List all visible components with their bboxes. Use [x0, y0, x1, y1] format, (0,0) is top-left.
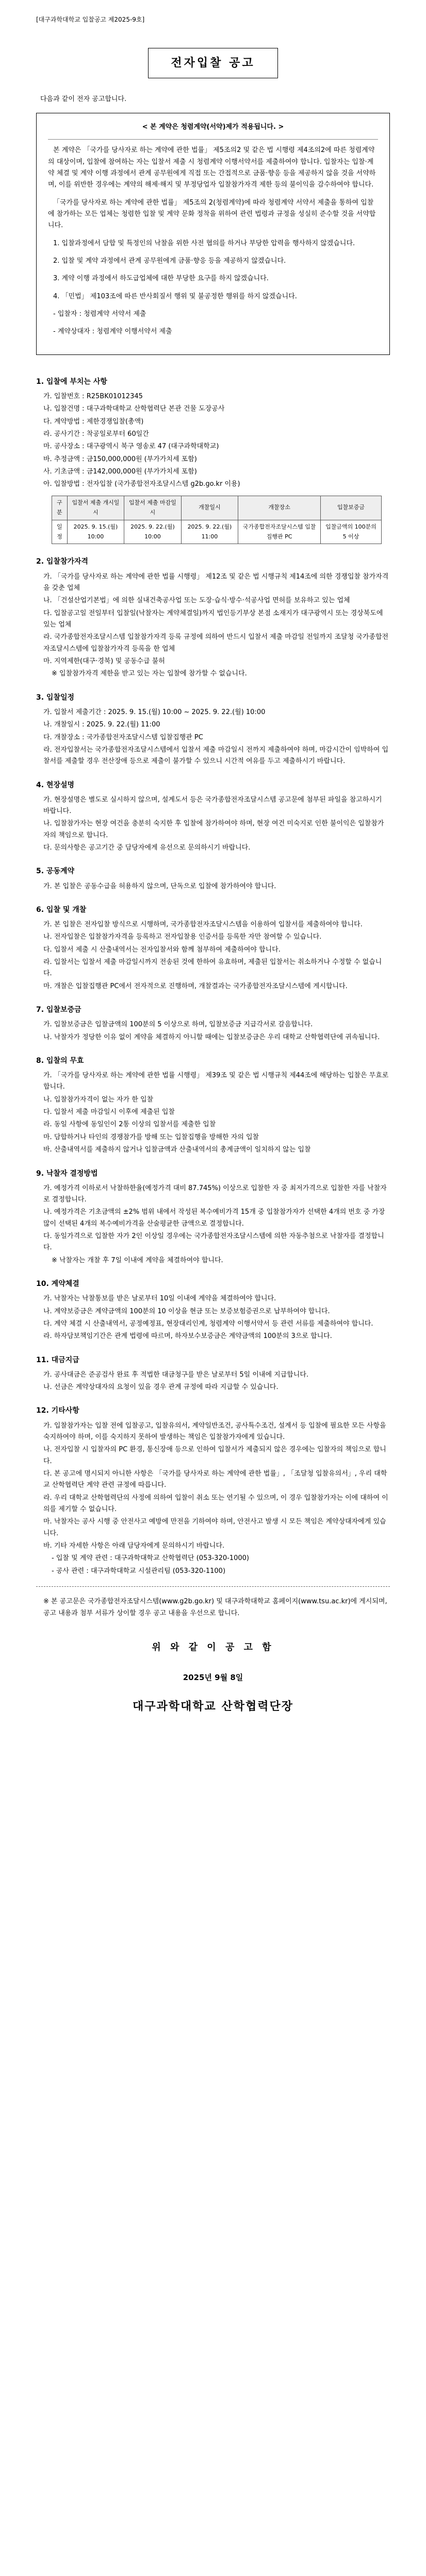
section-line: 다. 동일가격으로 입찰한 자가 2인 이상일 경우에는 국가종합전자조달시스템에 의한 자동추첨으로 낙찰자를 결정합니다. [43, 1232, 384, 1252]
divider [36, 1586, 390, 1587]
section-heading: 10. 계약체결 [36, 1280, 79, 1289]
section-heading: 9. 낙찰자 결정방법 [36, 1169, 98, 1178]
section-line: 마. 개찰은 입찰집행관 PC에서 전자적으로 진행하며, 개찰결과는 국가종합전자조달시스템에 게시합니다. [43, 982, 348, 990]
section-heading: 4. 현장설명 [36, 781, 75, 789]
table-header-cell: 입찰보증금 [321, 496, 382, 520]
notice-paragraph: 「국가를 당사자로 하는 계약에 관한 법률」 제5조의 2(청렴계약)에 따라 청렴계약 서약서 제출을 통하여 입찰에 참가하는 모든 업체는 청렴한 입찰 및 계약 문화 정착을 위하여 관련 법령과 규정을 성실히 준수할 것을 서약합니다. [48, 198, 376, 230]
issuing-organization: 대구과학대학교 산학협력단장 [133, 1700, 293, 1713]
section-line: - 공사 관련 : 대구과학대학교 시설관리팀 (053-320-1100) [52, 1567, 226, 1575]
section-line: 다. 계약 체결 시 산출내역서, 공정예정표, 현장대리인계, 청렴계약 이행서약서 등 관련 서류를 제출하여야 합니다. [43, 1319, 373, 1328]
table-header-cell: 개찰장소 [238, 496, 321, 520]
intro-text: 다음과 같이 전자 공고합니다. [40, 95, 127, 104]
section-line: 나. 입찰참가자격이 없는 자가 한 입찰 [43, 1095, 154, 1104]
section-line: 나. 「건설산업기본법」에 의한 실내건축공사업 또는 도장·습식·방수·석공사업 면허를 보유하고 있는 업체 [43, 597, 350, 605]
section-line: 가. 공사대금은 준공검사 완료 후 적법한 대금청구를 받은 날로부터 5일 이내에 지급합니다. [43, 1370, 309, 1379]
table-cell: 국가종합전자조달시스템 입찰집행관 PC [238, 520, 321, 544]
table-header-cell: 입찰서 제출 개시일시 [67, 496, 124, 520]
section-line: 가. 「국가를 당사자로 하는 계약에 관한 법률 시행령」 제39조 및 같은 법 시행규칙 제44조에 해당하는 입찰은 무효로 합니다. [43, 1072, 389, 1091]
section-line: 다. 문의사항은 공고기간 중 담당자에게 유선으로 문의하시기 바랍니다. [43, 844, 251, 852]
schedule-table [52, 496, 382, 545]
section-line: 마. 담합하거나 타인의 경쟁참가를 방해 또는 입찰집행을 방해한 자의 입찰 [43, 1133, 259, 1141]
notice-paragraph: 3. 계약 이행 과정에서 하도급업체에 대한 부당한 요구를 하지 않겠습니다. [53, 275, 269, 283]
table-header-cell: 구분 [52, 496, 68, 520]
section-line: 아. 입찰방법 : 전자입찰 (국가종합전자조달시스템 g2b.go.kr 이용) [43, 480, 240, 488]
section-line: ※ 낙찰자는 개찰 후 7일 이내에 계약을 체결하여야 합니다. [52, 1256, 223, 1264]
section-heading: 5. 공동계약 [36, 867, 75, 876]
section-line: 라. 하자담보책임기간은 관계 법령에 따르며, 하자보수보증금은 계약금액의 100분의 3으로 합니다. [43, 1332, 332, 1341]
table-cell: 2025. 9. 22.(월) 11:00 [181, 520, 238, 544]
section-line: 나. 입찰건명 : 대구과학대학교 산학협력단 본관 건물 도장공사 [43, 405, 225, 413]
notice-paragraph: 2. 입찰 및 계약 과정에서 관계 공무원에게 금품·향응 등을 제공하지 않겠습니다. [53, 257, 286, 265]
section-heading: 1. 입찰에 부치는 사항 [36, 377, 107, 386]
table-cell: 입찰금액의 100분의 5 이상 [321, 520, 382, 544]
notice-paragraph: - 계약상대자 : 청렴계약 이행서약서 제출 [53, 328, 172, 336]
table-cell: 2025. 9. 22.(월) 10:00 [124, 520, 181, 544]
section-line: 라. 공사기간 : 착공일로부터 60일간 [43, 430, 149, 438]
footer-note: ※ 본 공고문은 국가종합전자조달시스템(www.g2b.go.kr) 및 대구과학대학교 홈페이지(www.tsu.ac.kr)에 게시되며, 공고 내용과 첨부 서류가 상이할 경우 공고 내용을 우선으로 합니다. [43, 1598, 387, 1617]
table-header-row [52, 496, 382, 520]
section-line: 가. 예정가격 이하로서 낙찰하한율(예정가격 대비 87.745%) 이상으로 입찰한 자 중 최저가격으로 입찰한 자를 낙찰자로 결정합니다. [43, 1184, 387, 1204]
section-line: 나. 계약보증금은 계약금액의 100분의 10 이상을 현금 또는 보증보험증권으로 납부하여야 합니다. [43, 1307, 330, 1315]
section-line: 가. 낙찰자는 낙찰통보를 받은 날로부터 10일 이내에 계약을 체결하여야 합니다. [43, 1295, 276, 1303]
integrity-notice-body [48, 139, 378, 338]
section-heading: 6. 입찰 및 개찰 [36, 905, 87, 914]
section-line: 다. 입찰서 제출 시 산출내역서는 전자입찰서와 함께 첨부하여 제출하여야 합니다. [43, 945, 281, 954]
section-heading: 7. 입찰보증금 [36, 1006, 81, 1014]
table-header-cell: 개찰일시 [181, 496, 238, 520]
section-line: 다. 계약방법 : 제한경쟁입찰(총액) [43, 417, 144, 426]
section-line: 가. 입찰참가자는 입찰 전에 입찰공고, 입찰유의서, 계약일반조건, 공사특수조건, 설계서 등 입찰에 필요한 모든 사항을 숙지하여야 하며, 이를 숙지하지 못하여 발생하는 책임은 입찰참가자에게 있습니다. [43, 1421, 386, 1441]
table-cell: 2025. 9. 15.(월) 10:00 [67, 520, 124, 544]
integrity-notice-box [36, 113, 390, 355]
section-line: 라. 동일 사항에 동일인이 2통 이상의 입찰서를 제출한 입찰 [43, 1121, 216, 1129]
section-line: 가. 입찰보증금은 입찰금액의 100분의 5 이상으로 하며, 입찰보증금 지급각서로 갈음합니다. [43, 1021, 313, 1029]
section-line: 라. 입찰서는 입찰서 제출 마감일시까지 전송된 것에 한하여 유효하며, 제출된 입찰서는 취소하거나 수정할 수 없습니다. [43, 958, 382, 978]
section-line: 나. 개찰일시 : 2025. 9. 22.(월) 11:00 [43, 721, 160, 729]
notice-paragraph: - 입찰자 : 청렴계약 서약서 제출 [53, 310, 146, 318]
section-line: 나. 선금은 계약상대자의 요청이 있을 경우 관계 규정에 따라 지급할 수 있습니다. [43, 1383, 278, 1392]
section-line: 라. 전자입찰서는 국가종합전자조달시스템에서 입찰서 제출 마감일시 전까지 제출하여야 하며, 마감시간이 임박하여 입찰서를 제출할 경우 전산장애 등으로 제출이 불가할 수 있으니 시간적 여유를 두고 제출하시기 바랍니다. [43, 745, 389, 766]
section-line: 가. 본 입찰은 전자입찰 방식으로 시행하며, 국가종합전자조달시스템을 이용하여 입찰서를 제출하여야 합니다. [43, 921, 363, 928]
section-line: 가. 본 입찰은 공동수급을 허용하지 않으며, 단독으로 입찰에 참가하여야 합니다. [43, 882, 276, 890]
section-line: 다. 입찰공고일 전일부터 입찰일(낙찰자는 계약체결일)까지 법인등기부상 본점 소재지가 대구광역시 또는 경상북도에 있는 업체 [43, 609, 383, 629]
section-line: 마. 낙찰자는 공사 시행 중 안전사고 예방에 만전을 기하여야 하며, 안전사고 발생 시 모든 책임은 계약상대자에게 있습니다. [43, 1518, 386, 1537]
closing-phrase: 위 와 같 이 공 고 함 [152, 1641, 274, 1653]
announcement-date: 2025년 9월 8일 [183, 1672, 243, 1682]
section-heading: 11. 대금지급 [36, 1355, 79, 1364]
section-heading: 8. 입찰의 무효 [36, 1056, 84, 1065]
section-heading: 12. 기타사항 [36, 1406, 79, 1415]
table-row [52, 520, 382, 544]
section-line: ※ 입찰참가자격 제한을 받고 있는 자는 입찰에 참가할 수 없습니다. [52, 670, 247, 678]
section-line: 마. 공사장소 : 대구광역시 북구 영송로 47 (대구과학대학교) [43, 443, 219, 451]
announcement-sections [36, 376, 390, 1577]
section-line: 나. 전자입찰은 입찰참가자격을 등록하고 전자입찰용 인증서를 등록한 자만 참여할 수 있습니다. [43, 933, 322, 941]
section-line: 가. 입찰번호 : R25BK01012345 [43, 392, 143, 400]
section-line: 마. 지역제한(대구·경북) 및 공동수급 불허 [43, 657, 165, 666]
section-line: 바. 산출내역서를 제출하지 않거나 입찰금액과 산출내역서의 총계금액이 일치하지 않는 입찰 [43, 1146, 311, 1154]
notice-paragraph: 본 계약은 「국가를 당사자로 하는 계약에 관한 법률」 제5조의2 및 같은 법 시행령 제4조의2에 따른 청렴계약의 대상이며, 입찰에 참여하는 자는 입찰서 제출 시 청렴계약 이행서약서를 제출하여야 합니다. 입찰자는 입찰·계약 체결 및 계약 이행 과정에서 관계 공무원에게 직접 또는 간접적으로 금품·향응 등을 제공하지 않을 것을 서약하며, 이를 위반한 경우에는 계약의 해제·해지 및 부정당업자 입찰참가자격 제한 등의 불이익을 감수하여야 합니다. [48, 146, 376, 189]
section-line: 나. 예정가격은 기초금액의 ±2% 범위 내에서 작성된 복수예비가격 15개 중 입찰참가자가 선택한 4개의 번호 중 가장 많이 선택된 4개의 복수예비가격을 산술평균한 금액으로 결정합니다. [43, 1208, 385, 1228]
section-line: 라. 우리 대학교 산학협력단의 사정에 의하여 입찰이 취소 또는 연기될 수 있으며, 이 경우 입찰참가자는 이에 대하여 이의를 제기할 수 없습니다. [43, 1494, 388, 1514]
section-heading: 2. 입찰참가자격 [36, 557, 89, 566]
integrity-notice-title: < 본 계약은 청렴계약(서약)제가 적용됩니다. > [142, 123, 284, 131]
section-line: 나. 낙찰자가 정당한 이유 없이 계약을 체결하지 아니할 때에는 입찰보증금은 우리 대학교 산학협력단에 귀속됩니다. [43, 1033, 380, 1041]
section-line: 사. 기초금액 : 금142,000,000원 (부가가치세 포함) [43, 468, 197, 476]
section-line: 가. 현장설명은 별도로 실시하지 않으며, 설계도서 등은 국가종합전자조달시스템 공고문에 첨부된 파일을 참고하시기 바랍니다. [43, 795, 382, 816]
table-cell: 일정 [52, 520, 68, 544]
section-line: 바. 추정금액 : 금150,000,000원 (부가가치세 포함) [43, 455, 197, 463]
section-line: 라. 국가종합전자조달시스템 입찰참가자격 등록 규정에 의하여 반드시 입찰서 제출 마감일 전일까지 조달청 국가종합전자조달시스템에 입찰참가자격 등록을 한 업체 [43, 633, 389, 653]
page-title: 전자입찰 공고 [148, 48, 278, 79]
section-line: 가. 「국가를 당사자로 하는 계약에 관한 법률 시행령」 제12조 및 같은 법 시행규칙 제14조에 의한 경쟁입찰 참가자격을 갖춘 업체 [43, 572, 389, 592]
section-line: 다. 본 공고에 명시되지 아니한 사항은 「국가를 당사자로 하는 계약에 관한 법률」, 「조달청 입찰유의서」, 우리 대학교 산학협력단 계약 관련 규정에 따릅니다. [43, 1469, 387, 1489]
notice-paragraph: 1. 입찰과정에서 담합 및 특정인의 낙찰을 위한 사전 협의를 하거나 부당한 압력을 행사하지 않겠습니다. [53, 239, 355, 247]
document-code: [대구과학대학교 입찰공고 제2025-9호] [36, 16, 145, 23]
section-heading: 3. 입찰일정 [36, 693, 75, 702]
section-line: 다. 입찰서 제출 마감일시 이후에 제출된 입찰 [43, 1108, 175, 1116]
section-line: - 입찰 및 계약 관련 : 대구과학대학교 산학협력단 (053-320-1000) [52, 1554, 249, 1563]
table-header-cell: 입찰서 제출 마감일시 [124, 496, 181, 520]
notice-paragraph: 4. 「민법」 제103조에 따른 반사회질서 행위 및 불공정한 행위를 하지 않겠습니다. [53, 292, 297, 300]
section-line: 다. 개찰장소 : 국가종합전자조달시스템 입찰집행관 PC [43, 733, 203, 741]
section-line: 바. 기타 자세한 사항은 아래 담당자에게 문의하시기 바랍니다. [43, 1542, 225, 1550]
section-line: 나. 입찰참가자는 현장 여건을 충분히 숙지한 후 입찰에 참가하여야 하며, 현장 여건 미숙지로 인한 불이익은 입찰참가자의 책임으로 합니다. [43, 820, 384, 839]
section-line: 나. 전자입찰 시 입찰자의 PC 환경, 통신장애 등으로 인하여 입찰서가 제출되지 않은 경우에는 입찰자의 책임으로 합니다. [43, 1446, 386, 1465]
section-line: 가. 입찰서 제출기간 : 2025. 9. 15.(월) 10:00 ~ 2025. 9. 22.(월) 10:00 [43, 708, 266, 716]
